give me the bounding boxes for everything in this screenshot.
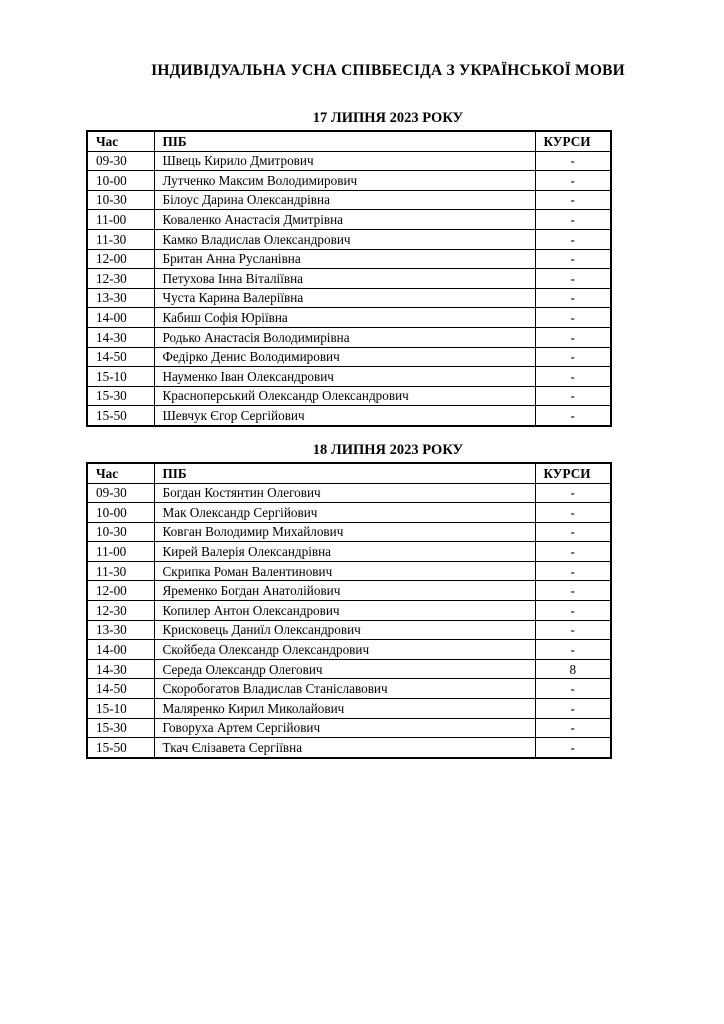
name-cell: Камко Владислав Олександрович [154, 229, 535, 249]
table-row [87, 327, 611, 347]
courses-cell: - [535, 308, 611, 328]
time-cell: 15-50 [87, 406, 154, 426]
table-row [87, 718, 611, 738]
column-header-name: ПІБ [154, 131, 535, 151]
schedule-section-day-1 [86, 110, 690, 427]
table-row [87, 522, 611, 542]
courses-cell: - [535, 738, 611, 758]
courses-cell: - [535, 190, 611, 210]
courses-cell: - [535, 210, 611, 230]
courses-cell: - [535, 718, 611, 738]
courses-cell: - [535, 269, 611, 289]
name-cell: Петухова Інна Віталіївна [154, 269, 535, 289]
table-row [87, 347, 611, 367]
table-row [87, 679, 611, 699]
name-cell: Середа Олександр Олегович [154, 659, 535, 679]
time-cell: 10-30 [87, 522, 154, 542]
table-row [87, 542, 611, 562]
name-cell: Кирей Валерія Олександрівна [154, 542, 535, 562]
time-cell: 15-10 [87, 367, 154, 387]
time-cell: 11-30 [87, 229, 154, 249]
courses-cell: - [535, 620, 611, 640]
courses-cell: - [535, 581, 611, 601]
name-cell: Шевчук Єгор Сергійович [154, 406, 535, 426]
table-row [87, 288, 611, 308]
courses-cell: - [535, 249, 611, 269]
table-header-row [87, 131, 611, 151]
name-cell: Білоус Дарина Олександрівна [154, 190, 535, 210]
time-cell: 15-30 [87, 386, 154, 406]
time-cell: 14-00 [87, 308, 154, 328]
courses-cell: - [535, 151, 611, 171]
courses-cell: - [535, 483, 611, 503]
table-row [87, 229, 611, 249]
table-row [87, 620, 611, 640]
name-cell: Красноперський Олександр Олександрович [154, 386, 535, 406]
courses-cell: - [535, 347, 611, 367]
column-header-time: Час [87, 131, 154, 151]
time-cell: 12-00 [87, 581, 154, 601]
courses-cell: - [535, 640, 611, 660]
time-cell: 10-00 [87, 503, 154, 523]
time-cell: 12-30 [87, 601, 154, 621]
table-row [87, 367, 611, 387]
table-row [87, 659, 611, 679]
name-cell: Маляренко Кирил Миколайович [154, 699, 535, 719]
table-title-day-1: 17 ЛИПНЯ 2023 РОКУ [312, 110, 464, 126]
column-header-name: ПІБ [154, 463, 535, 483]
column-header-time: Час [87, 463, 154, 483]
time-cell: 14-00 [87, 640, 154, 660]
table-row [87, 601, 611, 621]
courses-cell: - [535, 542, 611, 562]
time-cell: 13-30 [87, 288, 154, 308]
courses-cell: 8 [535, 659, 611, 679]
time-cell: 15-30 [87, 718, 154, 738]
time-cell: 14-50 [87, 679, 154, 699]
name-cell: Швець Кирило Дмитрович [154, 151, 535, 171]
table-row [87, 386, 611, 406]
courses-cell: - [535, 367, 611, 387]
table-row [87, 640, 611, 660]
table-row [87, 503, 611, 523]
name-cell: Лутченко Максим Володимирович [154, 171, 535, 191]
name-cell: Федірко Денис Володимирович [154, 347, 535, 367]
column-header-courses: КУРСИ [535, 131, 611, 151]
courses-cell: - [535, 522, 611, 542]
table-title-day-2: 18 ЛИПНЯ 2023 РОКУ [312, 441, 464, 458]
name-cell: Копилер Антон Олександрович [154, 601, 535, 621]
courses-cell: - [535, 601, 611, 621]
time-cell: 09-30 [87, 151, 154, 171]
time-cell: 15-50 [87, 738, 154, 758]
courses-cell: - [535, 503, 611, 523]
name-cell: Родько Анастасія Володимирівна [154, 327, 535, 347]
column-header-courses: КУРСИ [535, 463, 611, 483]
time-cell: 09-30 [87, 483, 154, 503]
name-cell: Скоробогатов Владислав Станіславович [154, 679, 535, 699]
time-cell: 14-30 [87, 659, 154, 679]
schedule-section-day-2 [86, 442, 690, 759]
name-cell: Коваленко Анастасія Дмитрівна [154, 210, 535, 230]
table-row [87, 561, 611, 581]
name-cell: Ковган Володимир Михайлович [154, 522, 535, 542]
time-cell: 13-30 [87, 620, 154, 640]
courses-cell: - [535, 561, 611, 581]
name-cell: Богдан Костянтин Олегович [154, 483, 535, 503]
courses-cell: - [535, 386, 611, 406]
time-cell: 12-00 [87, 249, 154, 269]
table-row [87, 151, 611, 171]
table-row [87, 171, 611, 191]
table-row [87, 249, 611, 269]
time-cell: 11-30 [87, 561, 154, 581]
name-cell: Чуста Карина Валеріївна [154, 288, 535, 308]
schedule-table-day-1 [86, 130, 612, 427]
table-row [87, 308, 611, 328]
table-row [87, 483, 611, 503]
name-cell: Говоруха Артем Сергійович [154, 718, 535, 738]
table-row [87, 210, 611, 230]
courses-cell: - [535, 406, 611, 426]
table-row [87, 406, 611, 426]
table-row [87, 269, 611, 289]
table-body-day-1 [87, 151, 611, 426]
table-row [87, 738, 611, 758]
courses-cell: - [535, 229, 611, 249]
time-cell: 14-50 [87, 347, 154, 367]
table-row [87, 190, 611, 210]
courses-cell: - [535, 699, 611, 719]
schedule-table-day-2 [86, 462, 612, 759]
name-cell: Яременко Богдан Анатолійович [154, 581, 535, 601]
table-header-row [87, 463, 611, 483]
courses-cell: - [535, 327, 611, 347]
table-body-day-2 [87, 483, 611, 758]
table-row [87, 699, 611, 719]
time-cell: 15-10 [87, 699, 154, 719]
time-cell: 10-00 [87, 171, 154, 191]
time-cell: 10-30 [87, 190, 154, 210]
name-cell: Науменко Іван Олександрович [154, 367, 535, 387]
name-cell: Скойбеда Олександр Олександрович [154, 640, 535, 660]
name-cell: Крисковець Даниїл Олександрович [154, 620, 535, 640]
document-title: ІНДИВІДУАЛЬНА УСНА СПІВБЕСІДА З УКРАЇНСЬКОЇ МОВИ [151, 62, 625, 79]
name-cell: Ткач Єлізавета Сергіївна [154, 738, 535, 758]
time-cell: 11-00 [87, 542, 154, 562]
name-cell: Скрипка Роман Валентинович [154, 561, 535, 581]
time-cell: 12-30 [87, 269, 154, 289]
courses-cell: - [535, 171, 611, 191]
name-cell: Мак Олександр Сергійович [154, 503, 535, 523]
courses-cell: - [535, 288, 611, 308]
name-cell: Британ Анна Русланівна [154, 249, 535, 269]
name-cell: Кабиш Софія Юріївна [154, 308, 535, 328]
time-cell: 11-00 [87, 210, 154, 230]
courses-cell: - [535, 679, 611, 699]
time-cell: 14-30 [87, 327, 154, 347]
table-row [87, 581, 611, 601]
